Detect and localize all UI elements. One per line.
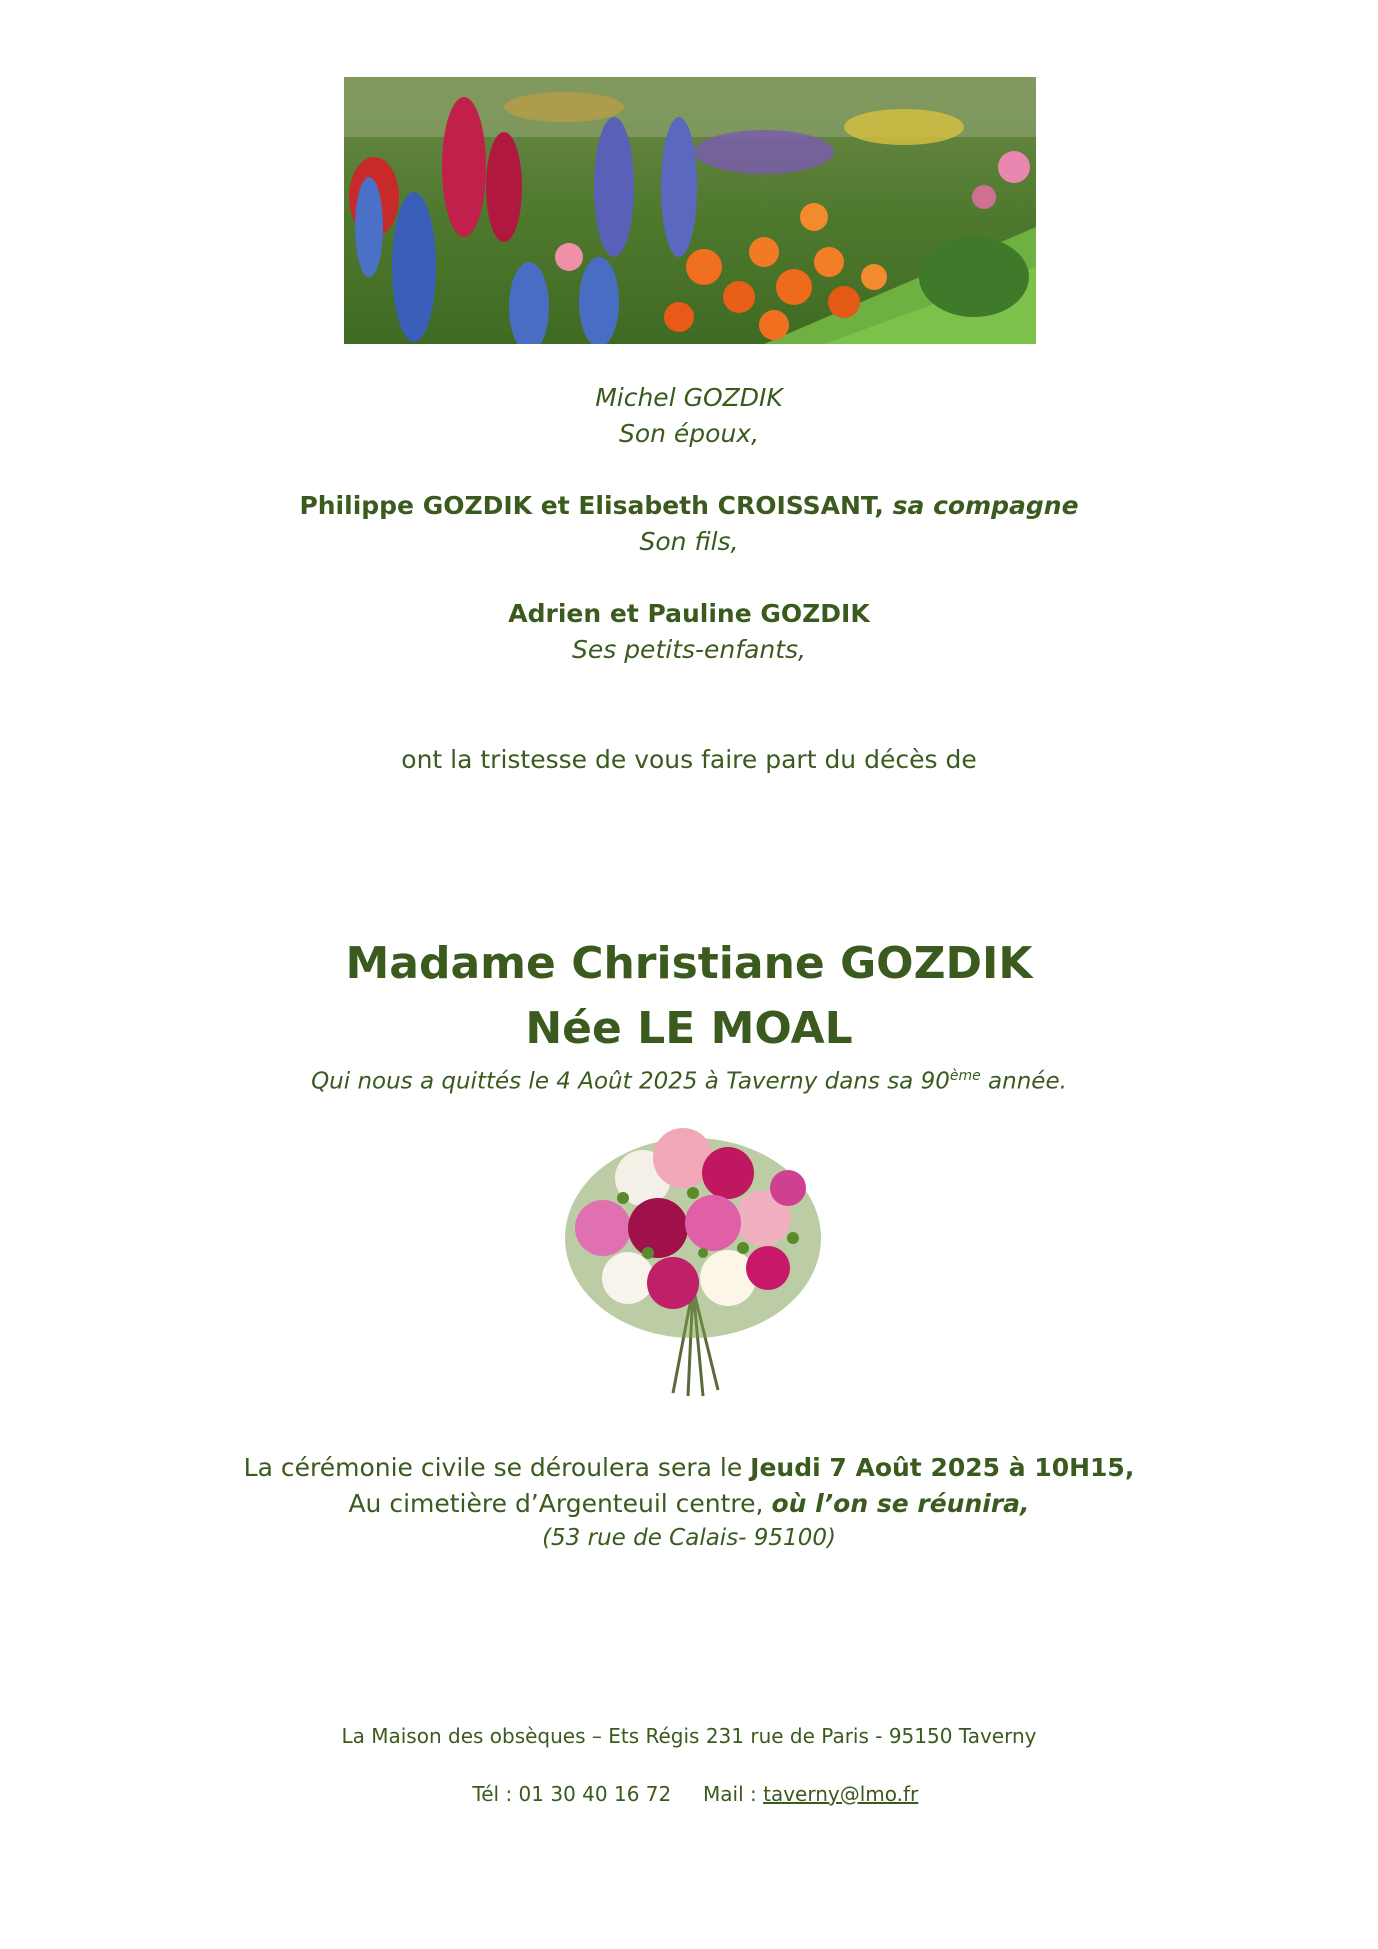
grandchildren-name: Adrien et Pauline GOZDIK xyxy=(508,599,870,628)
grandchildren-role: Ses petits-enfants, xyxy=(571,635,807,664)
flower-bouquet-image xyxy=(553,1128,833,1400)
ceremony-place-note: où l’on se réunira, xyxy=(771,1489,1030,1518)
deceased-maiden-name: Née LE MOAL xyxy=(525,1003,853,1054)
deceased-name: Madame Christiane GOZDIK xyxy=(345,938,1033,989)
footer-contact: Tél : 01 30 40 16 72 Mail : taverny@lmo.fr xyxy=(472,1782,919,1806)
son-name: Philippe GOZDIK et Elisabeth CROISSANT, xyxy=(299,491,884,520)
email-link[interactable]: taverny@lmo.fr xyxy=(763,1782,919,1806)
ceremony-line-1: La cérémonie civile se déroulera sera le Jeudi 7 Août 2025 à 10H15, xyxy=(243,1453,1135,1482)
passing-text: Qui nous a quittés le 4 Août 2025 à Taverny dans sa 90ème année. xyxy=(311,1068,1067,1095)
spouse-role: Son époux, xyxy=(618,419,760,448)
son-role: Son fils, xyxy=(639,527,739,556)
spouse-name: Michel GOZDIK xyxy=(595,383,783,412)
son-line xyxy=(0,488,1378,524)
son-partner: sa compagne xyxy=(883,491,1079,520)
flower-garden-image xyxy=(344,77,1036,344)
footer-company: La Maison des obsèques – Ets Régis 231 rue de Paris - 95150 Taverny xyxy=(341,1724,1037,1748)
ceremony-datetime: Jeudi 7 Août 2025 à 10H15, xyxy=(750,1453,1135,1482)
ceremony-line-2: Au cimetière d’Argenteuil centre, où l’on se réunira, xyxy=(348,1489,1030,1518)
announcement-text: ont la tristesse de vous faire part du décès de xyxy=(401,745,977,774)
ceremony-address: (53 rue de Calais- 95100) xyxy=(542,1525,836,1551)
